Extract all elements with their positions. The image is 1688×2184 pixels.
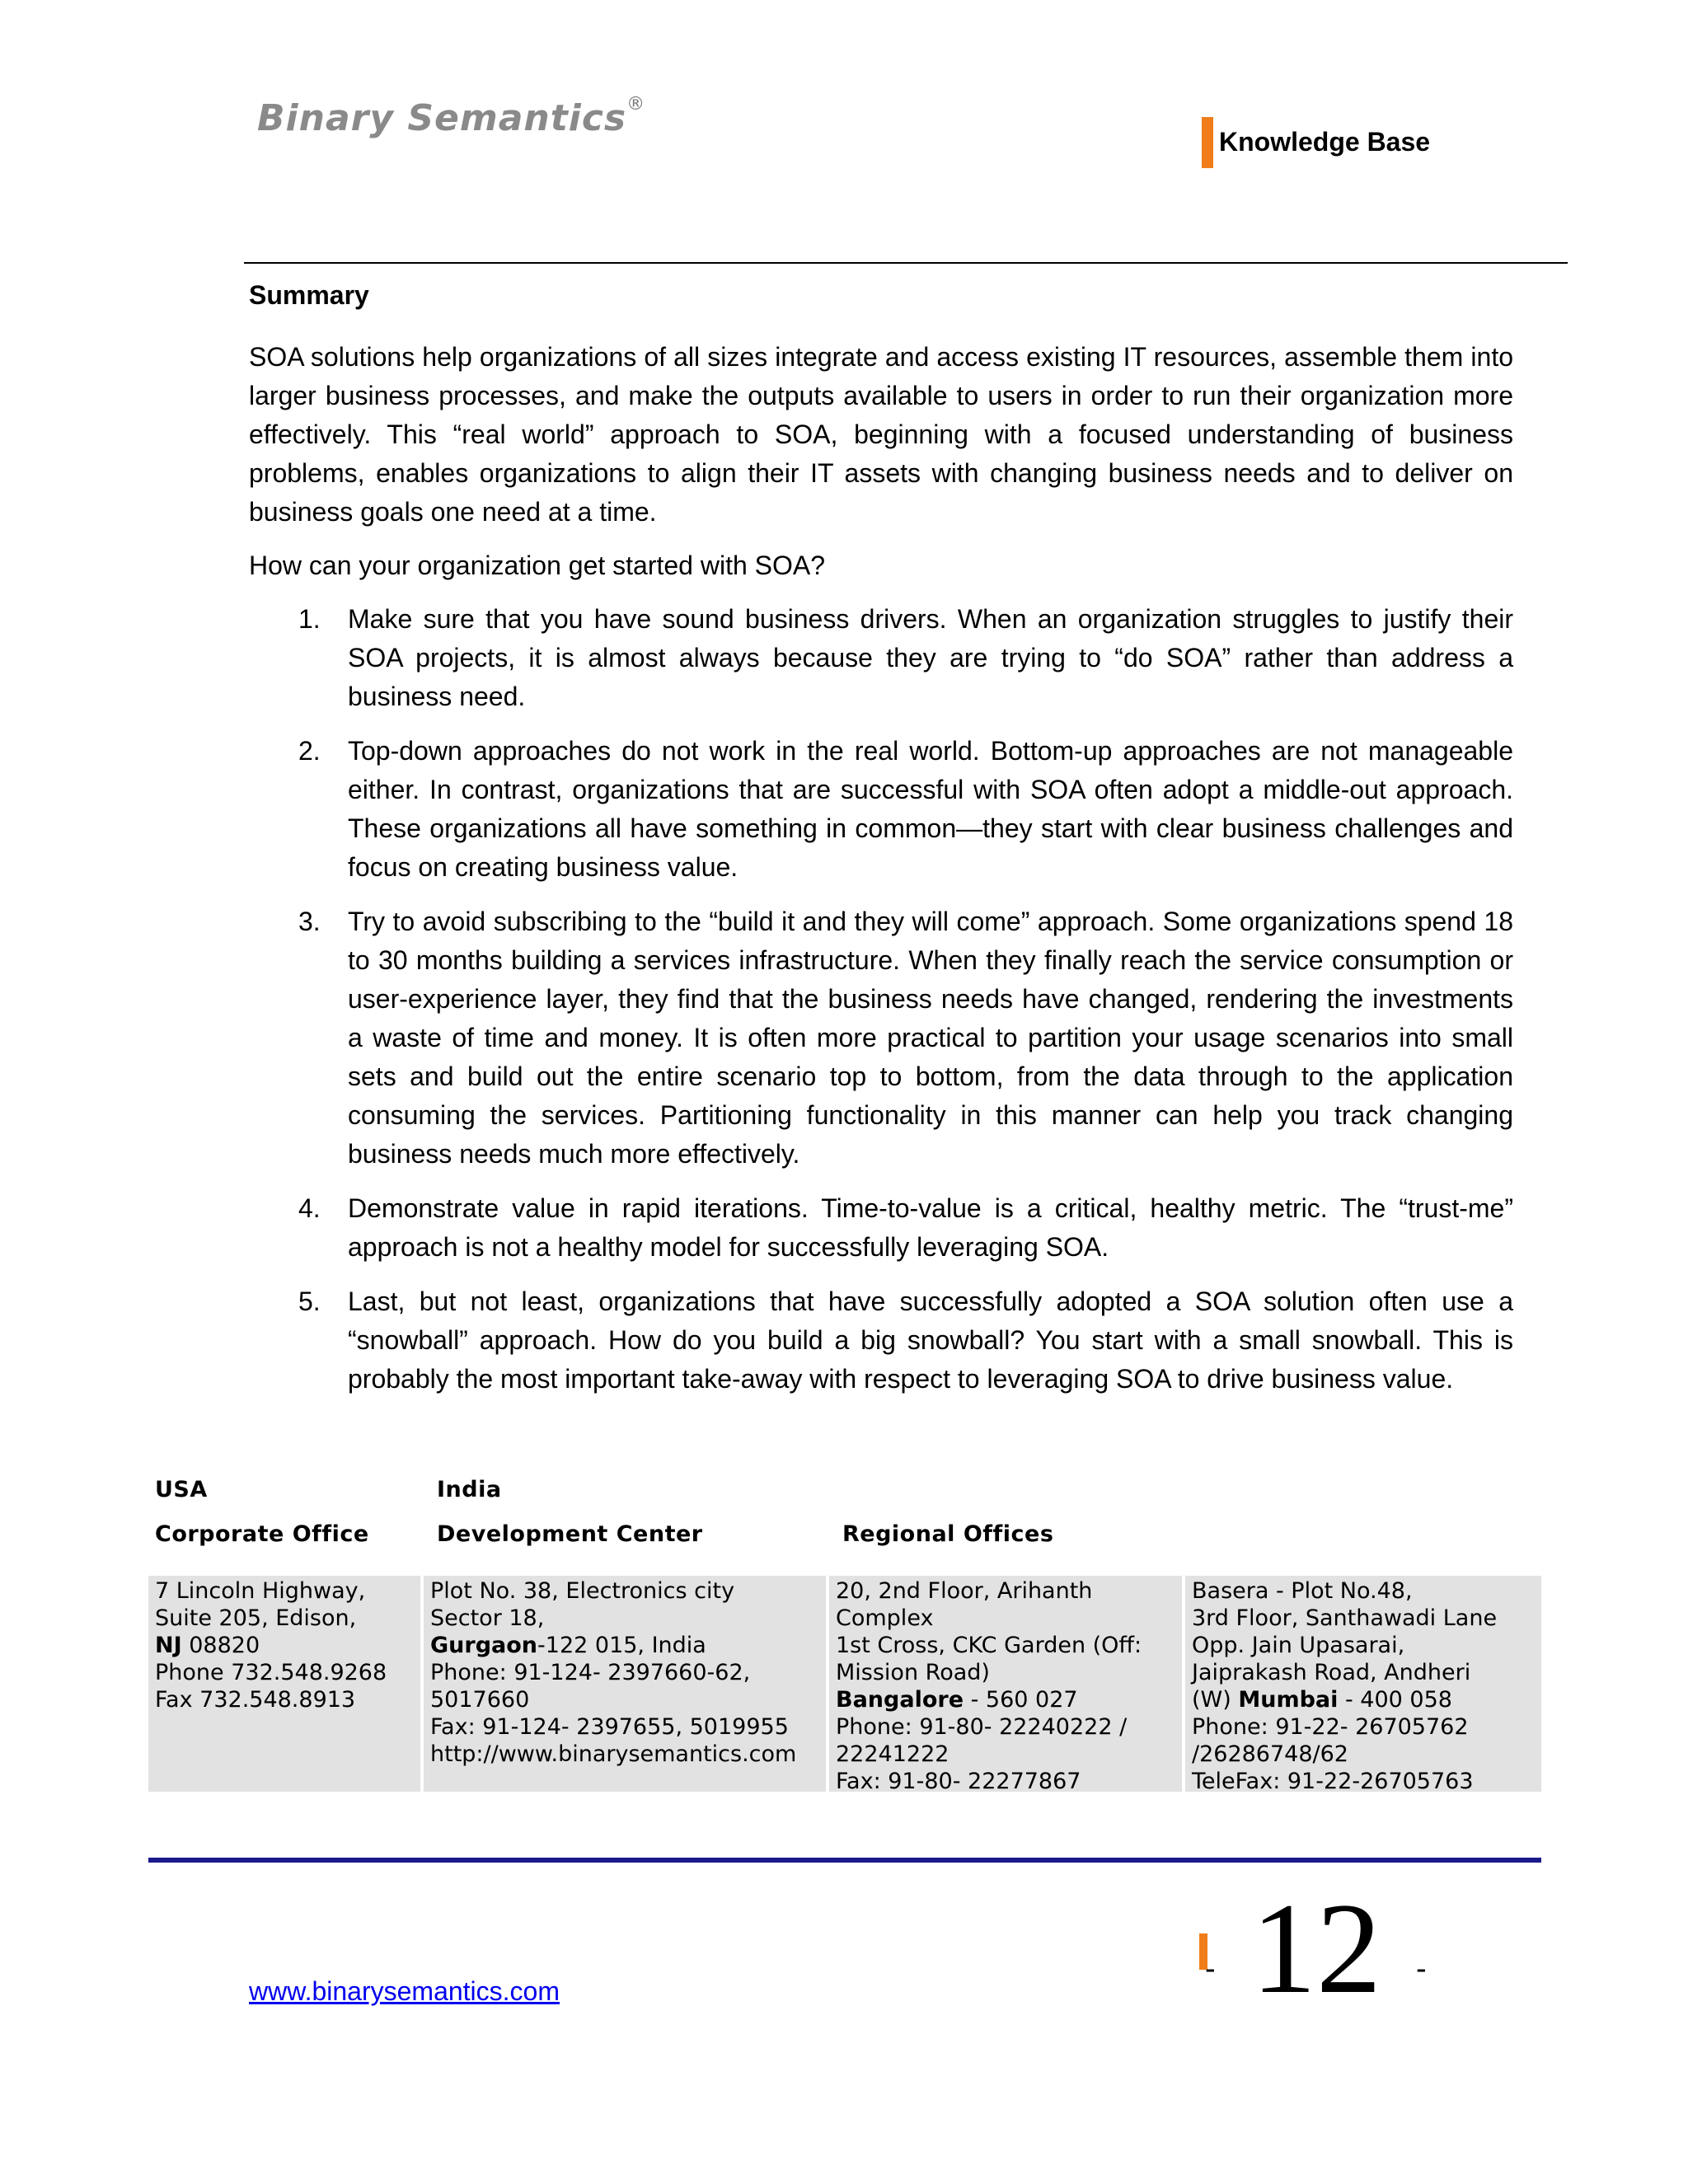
- office-cells: [148, 1576, 1541, 1792]
- address-postal: - 400 058: [1338, 1687, 1452, 1713]
- logo-text: Binary Semantics: [257, 97, 627, 139]
- address-line: 7 Lincoln Highway,: [155, 1578, 366, 1604]
- list-item-text: Top-down approaches do not work in the real world. Bottom-up approaches are not manageable either. In contrast, organizations that are successful with SOA often adopt a middle-out approach. These organizations all have something in common—they start with clear business challenges and focus on creating business value.: [348, 736, 1513, 882]
- address-line: 1st Cross, CKC Garden (Off: Mission Road): [836, 1633, 1142, 1685]
- list-item: [249, 1282, 1513, 1399]
- registered-mark: ®: [626, 94, 646, 115]
- header-divider: [244, 262, 1568, 264]
- regional-offices-heading: Regional Offices: [842, 1521, 1054, 1547]
- list-item: [249, 902, 1513, 1174]
- address-line: Plot No. 38, Electronics city: [430, 1578, 735, 1604]
- steps-list: [249, 600, 1513, 1399]
- usa-office-address: [148, 1576, 420, 1792]
- list-item-number: 5.: [298, 1286, 321, 1316]
- summary-intro: SOA solutions help organizations of all sizes integrate and access existing IT resources, assemble them into larger business processes, and make the outputs available to users in order to run their organization more effectively. This “real world” approach to SOA, beginning with a focused understanding of business problems, enables organizations to align their IT assets with changing business needs and to deliver on business goals one need at a time.: [249, 342, 1513, 527]
- website-link[interactable]: http://www.binarysemantics.com: [430, 1741, 797, 1767]
- list-item: [249, 600, 1513, 716]
- address-postal: -122 015, India: [537, 1633, 706, 1658]
- list-item-text: Make sure that you have sound business drivers. When an organization struggles to justify their SOA projects, it is almost always because they are trying to “do SOA” rather than address a business need.: [348, 604, 1513, 711]
- list-item-number: 4.: [298, 1193, 321, 1223]
- page-number: 12: [1251, 1877, 1381, 2021]
- list-item-number: 2.: [298, 736, 321, 766]
- phone-number: Phone: 91-80- 22240222 / 22241222: [836, 1714, 1128, 1767]
- list-item-number: 3.: [298, 907, 321, 936]
- phone-number: Phone: 91-22- 26705762 /26286748/62: [1192, 1714, 1469, 1767]
- fax-number: Fax: 91-80- 22277867: [836, 1769, 1081, 1792]
- section-accent-bar: [1202, 117, 1213, 168]
- address-line: 20, 2nd Floor, Arihanth Complex: [836, 1578, 1093, 1631]
- address-city: Mumbai: [1238, 1687, 1339, 1713]
- page-number-dash-left: -: [1205, 1952, 1216, 1986]
- list-item-number: 1.: [298, 604, 321, 634]
- company-logo: [257, 94, 646, 139]
- address-postal: - 560 027: [964, 1687, 1078, 1713]
- dev-center-address: [424, 1576, 826, 1792]
- phone-number: Phone: 91-124- 2397660-62, 5017660: [430, 1660, 751, 1713]
- development-center-heading: Development Center: [437, 1521, 703, 1547]
- list-item: [249, 732, 1513, 887]
- address-line: Jaiprakash Road, Andheri: [1192, 1660, 1471, 1685]
- section-label: Knowledge Base: [1219, 127, 1431, 157]
- country-india: India: [437, 1477, 502, 1502]
- list-item-text: Try to avoid subscribing to the “build it and they will come” approach. Some organizations spend 18 to 30 months building a services infrastructure. When they finally reach the service consumption or user-experience layer, they find that the business needs have changed, rendering the investments a waste of time and money. It is often more practical to partition your usage scenarios into small sets and build out the entire scenario top to bottom, from the data through to the application consuming the services. Partitioning functionality in this manner can help you track changing business needs much more effectively.: [348, 907, 1513, 1169]
- address-state: NJ: [155, 1633, 182, 1658]
- footer-divider: [148, 1858, 1541, 1863]
- list-item-text: Last, but not least, organizations that have successfully adopted a SOA solution often use a “snowball” approach. How do you build a big snowball? You start with a small snowball. This is probably the most important take-away with respect to leveraging SOA to drive business value.: [348, 1286, 1513, 1394]
- address-line: Suite 205, Edison,: [155, 1605, 357, 1631]
- address-zip: 08820: [181, 1633, 260, 1658]
- footer-website-link[interactable]: www.binarysemantics.com: [249, 1976, 560, 2006]
- address-line: Opp. Jain Upasarai,: [1192, 1633, 1405, 1658]
- list-item-text: Demonstrate value in rapid iterations. Time-to-value is a critical, healthy metric. The “trust-me” approach is not a healthy model for successfully leveraging SOA.: [348, 1193, 1513, 1262]
- fax-number: Fax 732.548.8913: [155, 1687, 356, 1713]
- address-city: Gurgaon: [430, 1633, 538, 1658]
- summary-question: How can your organization get started with SOA?: [249, 551, 826, 580]
- list-item: [249, 1189, 1513, 1267]
- summary-title: Summary: [249, 280, 369, 310]
- fax-number: TeleFax: 91-22-26705763: [1192, 1769, 1474, 1792]
- mumbai-office-address: [1185, 1576, 1541, 1792]
- bangalore-office-address: [829, 1576, 1182, 1792]
- page-number-dash-right: -: [1416, 1952, 1427, 1986]
- address-line: 3rd Floor, Santhawadi Lane: [1192, 1605, 1498, 1631]
- address-prefix: (W): [1192, 1687, 1239, 1713]
- country-usa: USA: [155, 1477, 208, 1502]
- corporate-office-heading: Corporate Office: [155, 1521, 369, 1547]
- address-line: Sector 18,: [430, 1605, 545, 1631]
- fax-number: Fax: 91-124- 2397655, 5019955: [430, 1714, 789, 1740]
- address-city: Bangalore: [836, 1687, 964, 1713]
- phone-number: Phone 732.548.9268: [155, 1660, 387, 1685]
- address-line: Basera - Plot No.48,: [1192, 1578, 1413, 1604]
- summary-section: [249, 274, 1513, 1414]
